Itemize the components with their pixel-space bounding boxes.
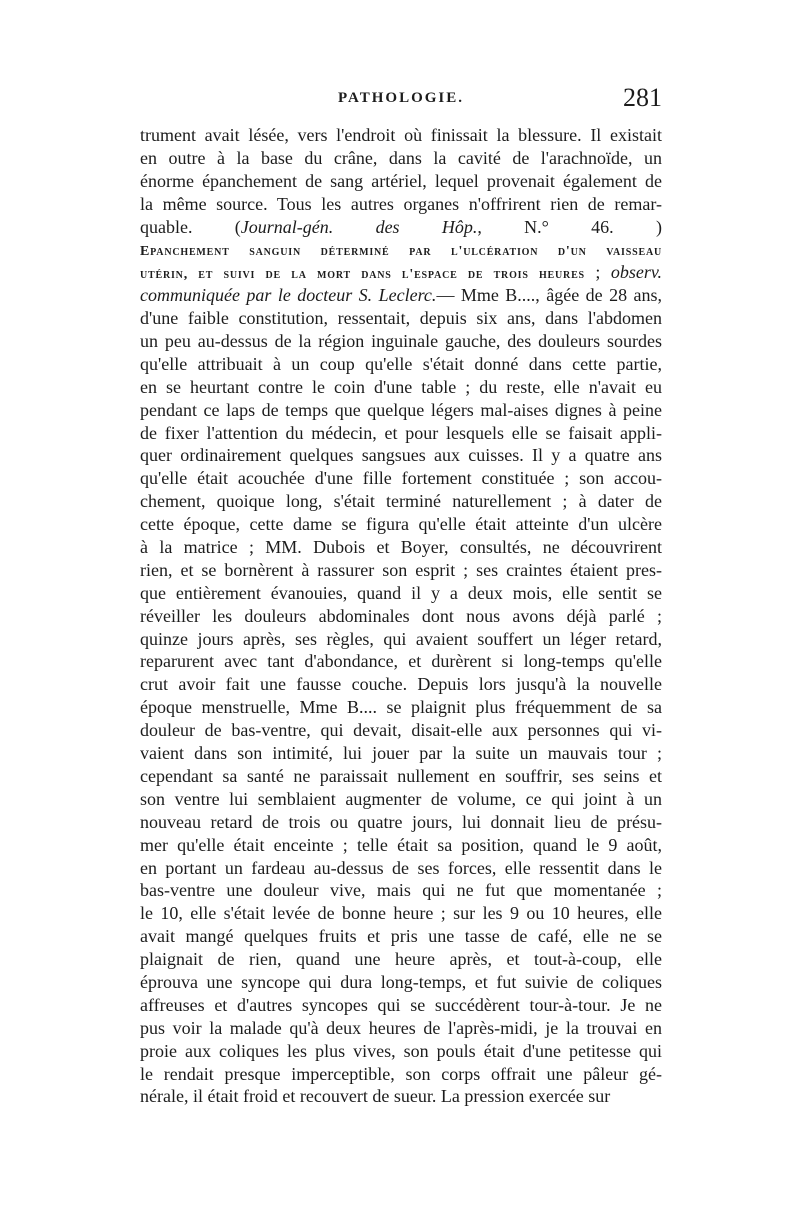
text-segment: époque menstruelle, Mme B.... se plaignit plus fréquemment de sa	[140, 697, 662, 718]
text-line	[140, 513, 662, 536]
text-line	[140, 261, 662, 284]
text-line	[140, 1040, 662, 1063]
text-segment: en portant un fardeau au-dessus de ses forces, elle ressentit dans le	[140, 857, 662, 878]
text-segment: d'une faible constitution, ressentait, depuis six ans, dans l'abdomen	[140, 308, 662, 329]
text-line	[140, 467, 662, 490]
text-segment: avait mangé quelques fruits et pris une tasse de café, elle ne se	[140, 926, 662, 947]
section-heading-text: utérin, et suivi de la mort dans l'espace de trois heures	[140, 267, 585, 283]
text-segment: la même source. Tous les autres organes n'offrirent rien de remar-	[140, 193, 662, 214]
text-line	[140, 902, 662, 925]
text-segment: proie aux coliques les plus vives, son pouls était d'une petitesse qui	[140, 1040, 662, 1061]
text-line	[140, 628, 662, 651]
text-segment: éprouva une syncope qui dura long-temps, et fut suivie de coliques	[140, 971, 662, 992]
text-line	[140, 971, 662, 994]
text-segment: crut avoir fait une fausse couche. Depuis lors jusqu'à la nouvelle	[140, 674, 662, 695]
page-header	[140, 84, 662, 118]
text-line	[140, 696, 662, 719]
text-line	[140, 444, 662, 467]
italic-text: communiquée par le docteur S. Leclerc.	[140, 285, 437, 306]
text-line	[140, 1085, 662, 1108]
text-segment: , N.° 46. )	[477, 216, 662, 237]
text-line	[140, 536, 662, 559]
body-text	[140, 124, 662, 1108]
text-line	[140, 238, 662, 261]
text-line	[140, 925, 662, 948]
text-segment: qu'elle attribuait à un coup qu'elle s'était donné dans cette partie,	[140, 353, 662, 374]
text-segment: — Mme B...., âgée de 28 ans,	[436, 285, 662, 306]
text-line	[140, 788, 662, 811]
text-segment: bas-ventre une douleur vive, mais qui ne fut que momentanée ;	[140, 880, 662, 901]
text-line	[140, 605, 662, 628]
text-line	[140, 650, 662, 673]
text-line	[140, 673, 662, 696]
text-line	[140, 376, 662, 399]
section-heading-text: Epanchement sanguin déterminé par l'ulcération d'un vaisseau	[140, 244, 662, 260]
text-line	[140, 490, 662, 513]
text-line	[140, 879, 662, 902]
italic-text: observ.	[610, 262, 662, 283]
text-segment: de fixer l'attention du médecin, et pour lesquels elle se faisait appli-	[140, 422, 662, 443]
text-segment: le 10, elle s'était levée de bonne heure ; sur les 9 ou 10 heures, elle	[140, 903, 662, 924]
page-number: 281	[623, 83, 662, 112]
text-segment: qu'elle était acouchée d'une fille fortement constituée ; son accou-	[140, 468, 662, 489]
text-segment: que entièrement évanouies, quand il y a deux mois, elle sentit se	[140, 582, 662, 603]
italic-text: Journal-gén. des Hôp.	[240, 216, 478, 237]
text-segment: en se heurtant contre le coin d'une table ; du reste, elle n'avait eu	[140, 376, 662, 397]
text-segment: nouveau retard de trois ou quatre jours, lui donnait lieu de présu-	[140, 811, 662, 832]
text-line	[140, 719, 662, 742]
text-line	[140, 742, 662, 765]
text-segment: nérale, il était froid et recouvert de sueur. La pression exercée sur	[140, 1086, 611, 1107]
text-line	[140, 193, 662, 216]
text-line	[140, 1017, 662, 1040]
text-line	[140, 834, 662, 857]
text-segment: énorme épanchement de sang artériel, lequel provenait également de	[140, 170, 662, 191]
text-segment: cependant sa santé ne paraissait nullement en souffrir, ses seins et	[140, 765, 662, 786]
text-line	[140, 399, 662, 422]
text-segment: trument avait lésée, vers l'endroit où finissait la blessure. Il existait	[140, 125, 662, 145]
text-segment: vaient dans son intimité, lui jouer par la suite un mauvais tour ;	[140, 743, 662, 764]
text-line	[140, 811, 662, 834]
text-line	[140, 857, 662, 880]
text-line	[140, 124, 662, 147]
text-segment: en outre à la base du crâne, dans la cavité de l'arachnoïde, un	[140, 147, 662, 168]
text-segment: rien, et se bornèrent à rassurer son esprit ; ses craintes étaient pres-	[140, 559, 662, 580]
text-line	[140, 216, 662, 239]
text-segment: un peu au-dessus de la région inguinale gauche, des douleurs sourdes	[140, 331, 662, 352]
text-line	[140, 422, 662, 445]
running-head: PATHOLOGIE.	[337, 90, 465, 106]
text-line	[140, 948, 662, 971]
text-segment: à la matrice ; MM. Dubois et Boyer, consultés, ne découvrirent	[140, 537, 662, 558]
text-segment: reparurent avec tant d'abondance, et durèrent si long-temps qu'elle	[140, 651, 662, 672]
text-segment: le rendait presque imperceptible, son corps offrait une pâleur gé-	[140, 1063, 662, 1084]
text-line	[140, 147, 662, 170]
text-line	[140, 330, 662, 353]
text-segment: pendant ce laps de temps que quelque légers mal-aises dignes à peine	[140, 399, 662, 420]
text-segment: ;	[584, 262, 611, 283]
text-segment: cette époque, cette dame se figura qu'elle était atteinte d'un ulcère	[140, 514, 662, 535]
text-line	[140, 765, 662, 788]
text-line	[140, 582, 662, 605]
text-segment: mer qu'elle était enceinte ; telle était sa position, quand le 9 août,	[140, 834, 662, 855]
text-line	[140, 170, 662, 193]
text-segment: pus voir la malade qu'à deux heures de l'après-midi, je la trouvai en	[140, 1017, 662, 1038]
text-segment: son ventre lui semblaient augmenter de volume, ce qui joint à un	[140, 788, 662, 809]
text-line	[140, 559, 662, 582]
text-segment: quable. (	[140, 216, 241, 237]
text-segment: douleur de bas-ventre, qui devait, disait-elle aux personnes qui vi-	[140, 720, 662, 741]
text-segment: quinze jours après, ses règles, qui avaient souffert un léger retard,	[140, 628, 662, 649]
text-line	[140, 353, 662, 376]
text-line	[140, 307, 662, 330]
text-line	[140, 1063, 662, 1086]
text-segment: affreuses et d'autres syncopes qui se succédèrent tour-à-tour. Je ne	[140, 994, 662, 1015]
text-line	[140, 994, 662, 1017]
text-segment: quer ordinairement quelques sangsues aux cuisses. Il y a quatre ans	[140, 445, 662, 466]
text-segment: plaignait de rien, quand une heure après, et tout-à-coup, elle	[140, 949, 662, 970]
text-segment: chement, quoique long, s'était terminé naturellement ; à dater de	[140, 491, 662, 512]
text-line	[140, 284, 662, 307]
text-segment: réveiller les douleurs abdominales dont nous avons déjà parlé ;	[140, 605, 662, 626]
